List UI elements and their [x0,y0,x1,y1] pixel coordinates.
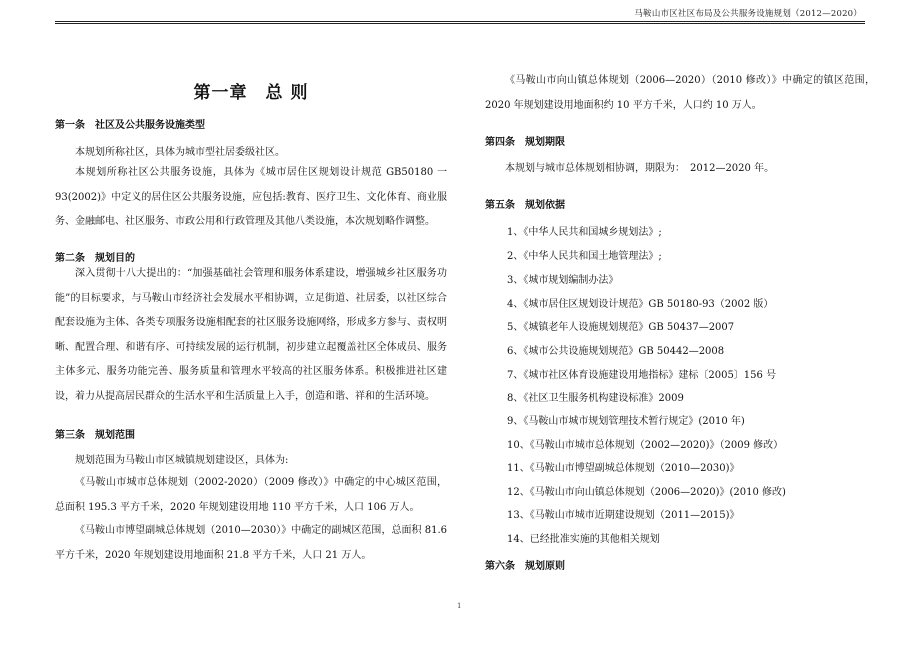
chapter-title: 第一章 总 则 [193,83,309,103]
section-1-paragraph-2: 本规划所称社区公共服务设施，具体为《城市居住区规划设计规范 GB50180 一93(2002)》中定义的居住区公共服务设施，应包括:教育、医疗卫生、文化体育、商业服务、金融邮电、社区服务、市政公用和行政管理及其他八类设施，本次规划略作调整。 [55,167,447,227]
section-2-paragraph-1: 深入贯彻十八大提出的：“加强基础社会管理和服务体系建设，增强城乡社区服务功能”的目标要求，与马鞍山市经济社会发展水平相协调，立足街道、社居委，以社区综合配套设施为主体、各类专项服务设施相配套的社区服务设施网络，形成多方参与、责权明晰、配置合理、和谐有序、可持续发展的运行机制，初步建立起覆盖社区全体成员、服务主体多元、服务功能完善、服务质量和管理水平较高的社区服务体系。积极推进社区建设，着力从提高居民群众的生活水平和生活质量上入手，创造和谐、祥和的生活环境。 [55,268,447,402]
section-3-paragraph-3: 《马鞍山市博望副城总体规划（2010—2030）》中确定的副城区范围，总面积 81.6 平方千米，2020 年规划建设用地面积 21.8 平方千米，人口 21 万人。 [55,525,447,561]
header-rule [55,21,865,22]
section-heading-3: 第三条 规划范围 [55,430,135,441]
section-heading-4: 第四条 规划期限 [485,137,565,148]
section-heading-5: 第五条 规划依据 [485,200,565,211]
basis-item-12: 12、《马鞍山市向山镇总体规划（2006—2020)》(2010 修改) [507,487,786,498]
basis-item-3: 3、《城市规划编制办法》 [507,275,619,286]
section-heading-2: 第二条 规划目的 [55,253,135,264]
basis-item-10: 10、《马鞍山市城市总体规划（2002—2020)》（2009 修改） [507,440,784,451]
basis-item-1: 1、《中华人民共和国城乡规划法》; [507,227,662,238]
page-number: 1 [457,602,462,610]
intro-paragraph: 《马鞍山市向山镇总体规划（2006—2020）（2010 修改）》中确定的镇区范围， 2020 年规划建设用地面积约 10 平方千米，人口约 10 万人。 [485,75,880,111]
section-1-paragraph-1: 本规划所称社区，具体为城市型社居委级社区。 [75,147,285,158]
basis-item-9: 9、《马鞍山市城市规划管理技术暂行规定》(2010 年) [507,416,745,427]
section-4-paragraph: 本规划与城市总体规划相协调，期限为： 2012—2020 年。 [505,163,775,174]
header-rule-double [55,23,865,24]
basis-item-14: 14、已经批准实施的其他相关规划 [507,534,660,545]
basis-item-7: 7、《城市社区体育设施建设用地指标》建标〔2005〕156 号 [507,370,777,381]
basis-item-11: 11、《马鞍山市博望副城总体规划（2010—2030)》 [507,463,740,474]
basis-item-2: 2、《中华人民共和国土地管理法》; [507,251,662,262]
basis-item-6: 6、《城市公共设施规划规范》GB 50442—2008 [507,346,725,357]
section-heading-6: 第六条 规划原则 [485,561,565,572]
basis-item-5: 5、《城镇老年人设施规划规范》GB 50437—2007 [507,322,735,333]
section-heading-1: 第一条 社区及公共服务设施类型 [55,120,205,131]
running-header: 马鞍山市区社区布局及公共服务设施规划（2012—2020） [634,9,862,19]
section-3-paragraph-1: 规划范围为马鞍山市区城镇规划建设区，具体为: [75,455,289,466]
basis-item-4: 4、《城市居住区规划设计规范》GB 50180-93（2002 版） [507,299,774,310]
basis-item-8: 8、《社区卫生服务机构建设标准》2009 [507,393,684,404]
basis-item-13: 13、《马鞍山市城市近期建设规划（2011—2015)》 [507,510,740,521]
section-3-paragraph-2: 《马鞍山市城市总体规划（2002-2020）（2009 修改）》中确定的中心城区范围，总面积 195.3 平方千米，2020 年规划建设用地 110 平方千米，人口 106 万人。 [55,477,447,513]
